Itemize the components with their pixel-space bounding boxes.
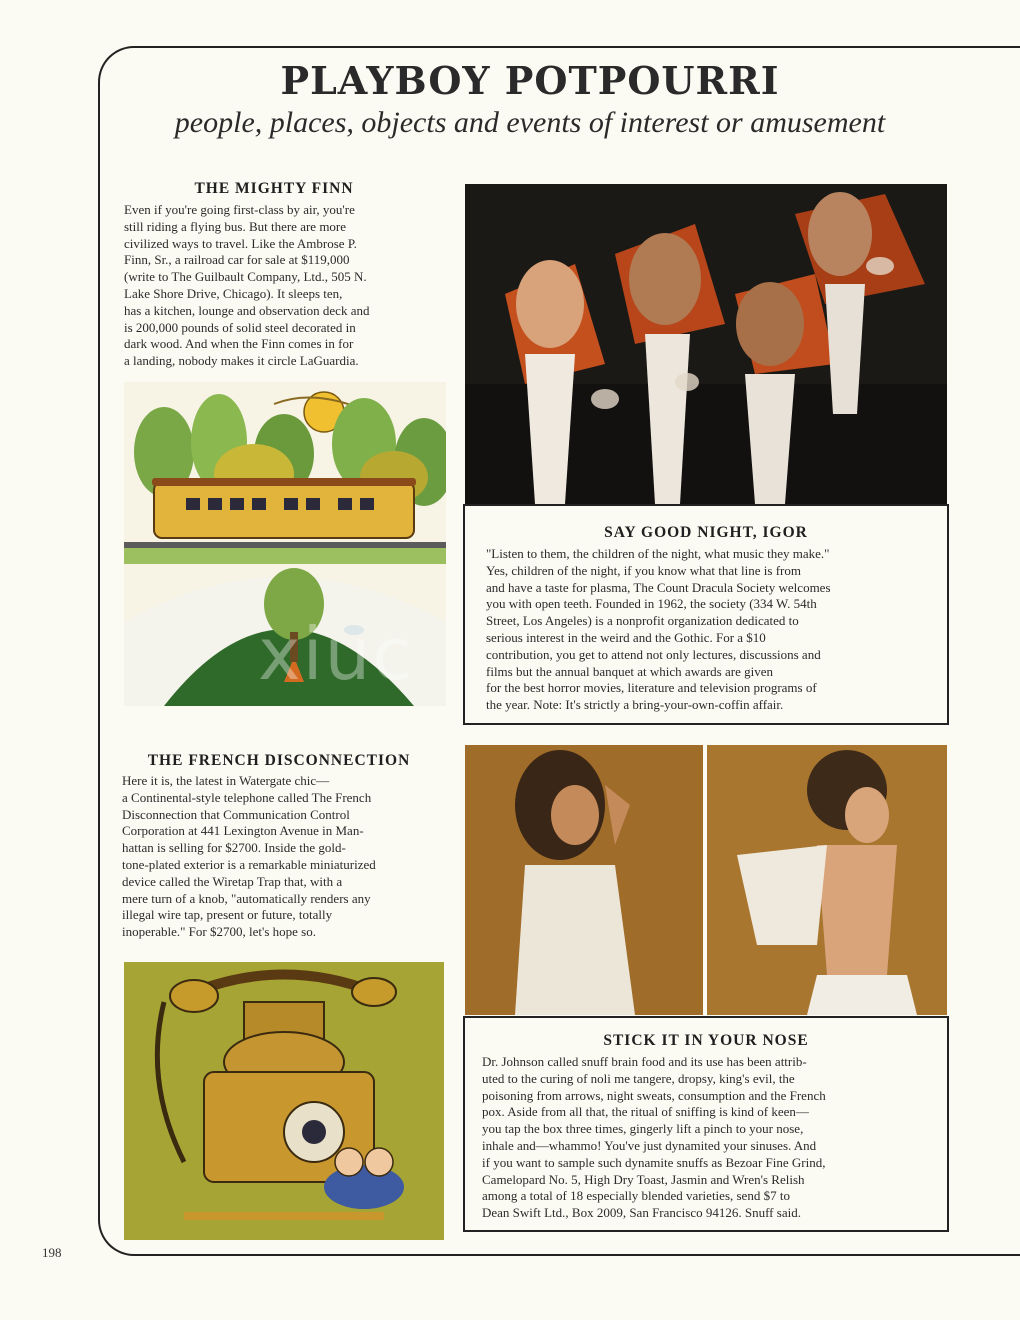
nose-body [482, 1054, 938, 1222]
igor-body [486, 546, 936, 714]
text-line: civilized ways to travel. Like the Ambrose P. [124, 235, 357, 251]
snuff-photo-right [707, 745, 947, 1015]
text-line: a Continental-style telephone called The French [122, 789, 372, 805]
page-subtitle: people, places, objects and events of interest or amusement [174, 106, 886, 139]
text-line: among a total of 18 especially blended varieties, send $7 to [482, 1188, 790, 1204]
text-line: is 200,000 pounds of solid steel decorated in [124, 319, 356, 335]
text-line: Street, Los Angeles) is a nonprofit organization dedicated to [486, 613, 799, 629]
text-line: device called the Wiretap Trap that, with a [122, 873, 343, 889]
french-disconnection-heading: THE FRENCH DISCONNECTION [147, 752, 411, 769]
mighty-finn-heading: THE MIGHTY FINN [194, 180, 354, 197]
page-number: 198 [42, 1245, 62, 1260]
text-line: tone-plated exterior is a remarkable miniaturized [122, 856, 376, 872]
text-line: Even if you're going first-class by air, you're [124, 202, 355, 217]
text-line: illegal wire tap, present or future, totally [122, 907, 333, 923]
text-line: you with open teeth. Founded in 1962, the society (334 W. 54th [486, 596, 817, 612]
text-line: Camelopard No. 5, High Dry Toast, Jasmin and Wren's Relish [482, 1171, 805, 1187]
text-line: you tap the box three times, gingerly lift a pinch to your nose, [482, 1121, 804, 1137]
text-line: poisoning from arrows, night sweats, consumption and the French [482, 1087, 826, 1103]
text-line: the year. Note: It's strictly a bring-your-own-coffin affair. [486, 697, 784, 713]
text-line: hattan is selling for $2700. Inside the gold- [122, 840, 346, 856]
text-line: a landing, nobody makes it circle LaGuardia. [124, 353, 359, 369]
nose-heading: STICK IT IN YOUR NOSE [603, 1032, 809, 1049]
mighty-finn-body [124, 202, 444, 370]
text-line: serious interest in the weird and the Gothic. For a $10 [486, 629, 766, 645]
text-line: Dean Swift Ltd., Box 2009, San Francisco 94126. Snuff said. [482, 1205, 801, 1221]
igor-heading: SAY GOOD NIGHT, IGOR [604, 524, 808, 541]
text-line: contribution, you get to attend not only lectures, discussions and [486, 646, 821, 662]
text-line: inoperable." For $2700, let's hope so. [122, 924, 316, 940]
text-line: for the best horror movies, literature and television programs of [486, 680, 817, 696]
text-line: Yes, children of the night, if you know what that line is from [486, 562, 801, 578]
text-line: "Listen to them, the children of the night, what music they make." [486, 546, 830, 561]
text-line: Finn, Sr., a railroad car for sale at $119,000 [124, 252, 350, 268]
text-line: dark wood. And when the Finn comes in for [124, 336, 354, 352]
text-line: mere turn of a knob, "automatically renders any [122, 890, 371, 906]
text-line: Disconnection that Communication Control [122, 806, 350, 822]
text-line: still riding a flying bus. But there are more [124, 218, 347, 234]
french-disconnection-body [122, 773, 452, 941]
text-line: Dr. Johnson called snuff brain food and its use has been attrib- [482, 1054, 807, 1069]
watermark: xiuc [258, 612, 414, 696]
text-line: (write to The Guilbault Company, Ltd., 505 N. [124, 269, 367, 285]
text-line: has a kitchen, lounge and observation deck and [124, 302, 370, 318]
page-title: PLAYBOY POTPOURRI [280, 58, 780, 103]
text-line: Lake Shore Drive, Chicago). It sleeps ten, [124, 285, 343, 301]
text-line: inhale and—whammo! You've just dynamited your sinuses. And [482, 1137, 817, 1153]
text-line: and have a taste for plasma, The Count Dracula Society welcomes [486, 579, 831, 595]
text-line: Corporation at 441 Lexington Avenue in Man- [122, 823, 364, 839]
telephone-illustration [124, 962, 444, 1240]
dracula-society-photo [465, 184, 947, 504]
text-line: films but the annual banquet at which awards are given [486, 663, 773, 679]
text-line: Here it is, the latest in Watergate chic— [122, 773, 330, 788]
text-line: pox. Aside from all that, the ritual of sniffing is kind of keen— [482, 1104, 809, 1120]
snuff-photo-left [465, 745, 703, 1015]
text-line: uted to the curing of noli me tangere, dropsy, king's evil, the [482, 1070, 795, 1086]
text-line: if you want to sample such dynamite snuffs as Bezoar Fine Grind, [482, 1154, 826, 1170]
